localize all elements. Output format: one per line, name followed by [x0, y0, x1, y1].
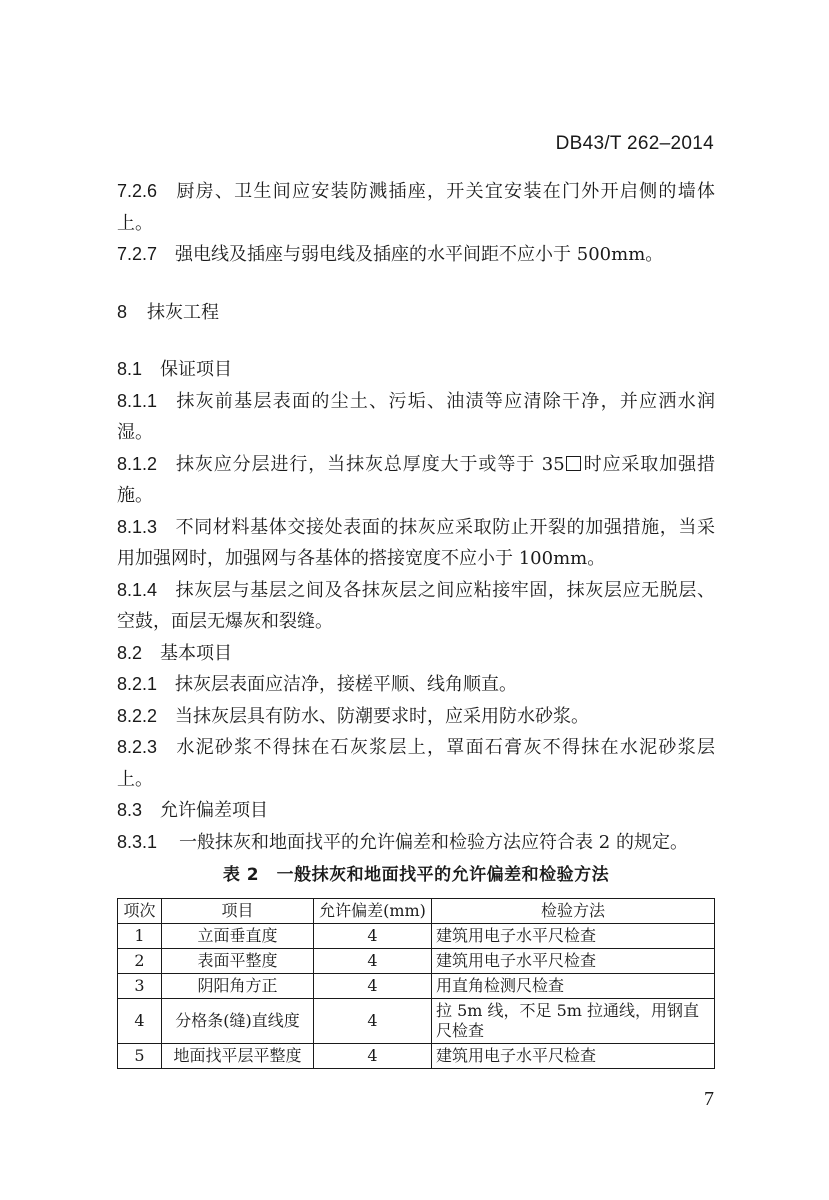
clause-text: 厨房、卫生间应安装防溅插座，开关宜安装在门外开启侧的墙体上。 [117, 181, 715, 234]
clause-text: 抹灰层表面应洁净，接槎平顺、线角顺直。 [175, 674, 518, 695]
clause-number: 7.2.7 [117, 244, 158, 264]
cell-item-no: 4 [118, 998, 162, 1043]
cell-method: 建筑用电子水平尺检查 [432, 1043, 715, 1068]
cell-item-no: 5 [118, 1043, 162, 1068]
cell-item: 地面找平层平整度 [162, 1043, 314, 1068]
page-number: 7 [704, 1088, 714, 1110]
clause-7-2-6 [117, 176, 715, 239]
table-row [118, 1043, 715, 1068]
clause-text-continued: 时应采取加强措施。 [117, 453, 716, 506]
section-heading-8 [117, 297, 715, 329]
clause-text: 抹灰应分层进行，当抹灰总厚度大于或等于 35 [175, 453, 565, 475]
clause-8-2-1 [117, 669, 715, 701]
header-tolerance: 允许偏差(mm) [314, 898, 432, 923]
cell-method: 用直角检测尺检查 [432, 973, 715, 998]
clause-number: 8.1.3 [117, 516, 158, 537]
cell-item-no: 1 [118, 923, 162, 948]
clause-text: 水泥砂浆不得抹在石灰浆层上，罩面石膏灰不得抹在水泥砂浆层上。 [117, 737, 715, 790]
cell-item-no: 2 [118, 948, 162, 973]
clause-text: 一般抹灰和地面找平的允许偏差和检验方法应符合表 2 的规定。 [179, 831, 688, 853]
clause-number: 8.1.2 [117, 453, 158, 474]
clause-8-1-2 [117, 449, 715, 512]
cell-tolerance: 4 [314, 1043, 432, 1068]
section-heading-8-2 [117, 638, 715, 670]
table-row [118, 923, 715, 948]
section-number: 8.2 [117, 642, 143, 663]
clause-number: 8.1.1 [117, 390, 158, 411]
document-body [117, 176, 715, 1069]
clause-8-1-1 [117, 386, 715, 449]
clause-text: 抹灰层与基层之间及各抹灰层之间应粘接牢固，抹灰层应无脱层、空鼓，面层无爆灰和裂缝。 [117, 579, 715, 632]
cell-tolerance: 4 [314, 948, 432, 973]
table-header-row [118, 898, 715, 923]
clause-number: 7.2.6 [117, 181, 158, 201]
clause-text: 抹灰前基层表面的尘土、污垢、油渍等应清除干净，并应洒水润湿。 [117, 390, 715, 443]
cell-method: 拉 5m 线，不足 5m 拉通线，用钢直尺检查 [432, 998, 715, 1043]
cell-item: 表面平整度 [162, 948, 314, 973]
tolerance-table [117, 898, 715, 1069]
cell-tolerance: 4 [314, 998, 432, 1043]
clause-8-1-3 [117, 512, 715, 575]
clause-text: 强电线及插座与弱电线及插座的水平间距不应小于 500mm。 [175, 244, 664, 265]
section-number: 8.1 [117, 359, 143, 379]
clause-number: 8.2.1 [117, 674, 158, 694]
clause-text: 当抹灰层具有防水、防潮要求时，应采用防水砂浆。 [175, 705, 590, 727]
section-title: 抹灰工程 [147, 301, 220, 323]
clause-8-1-4 [117, 575, 715, 638]
clause-8-3-1 [117, 827, 715, 859]
section-title: 允许偏差项目 [160, 800, 269, 821]
clause-8-2-2 [117, 701, 715, 733]
missing-glyph-box [566, 456, 581, 471]
clause-number: 8.2.2 [117, 705, 158, 726]
header-item-no: 项次 [118, 898, 162, 923]
clause-8-2-3 [117, 732, 715, 795]
document-code: DB43/T 262–2014 [555, 133, 714, 154]
cell-tolerance: 4 [314, 973, 432, 998]
cell-method: 建筑用电子水平尺检查 [432, 923, 715, 948]
table-caption: 表 2 一般抹灰和地面找平的允许偏差和检验方法 [222, 865, 610, 885]
table-row [118, 998, 715, 1043]
table-row [118, 948, 715, 973]
section-heading-8-3 [117, 795, 715, 827]
section-number: 8 [117, 301, 128, 322]
section-number: 8.3 [117, 800, 143, 820]
clause-7-2-7 [117, 239, 715, 271]
cell-tolerance: 4 [314, 923, 432, 948]
cell-item: 分格条(缝)直线度 [162, 998, 314, 1043]
cell-item: 立面垂直度 [162, 923, 314, 948]
table-row [118, 973, 715, 998]
cell-item-no: 3 [118, 973, 162, 998]
header-item: 项目 [162, 898, 314, 923]
section-title: 基本项目 [160, 642, 233, 664]
clause-number: 8.3.1 [117, 831, 158, 852]
section-heading-8-1 [117, 354, 715, 386]
cell-method: 建筑用电子水平尺检查 [432, 948, 715, 973]
clause-text: 不同材料基体交接处表面的抹灰应采取防止开裂的加强措施，当采用加强网时，加强网与各基体的搭接宽度不应小于 100mm。 [117, 516, 715, 569]
clause-number: 8.1.4 [117, 579, 158, 600]
cell-item: 阴阳角方正 [162, 973, 314, 998]
section-title: 保证项目 [160, 359, 233, 380]
clause-number: 8.2.3 [117, 737, 158, 757]
header-method: 检验方法 [432, 898, 715, 923]
